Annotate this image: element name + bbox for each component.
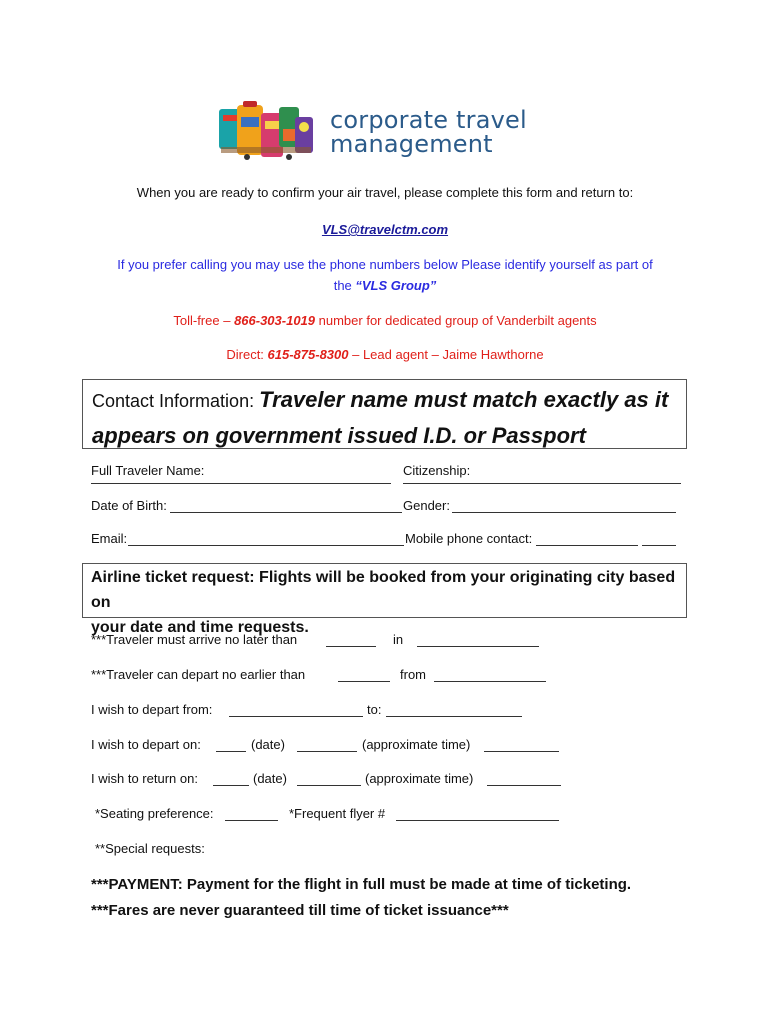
traveler-name-note-line2: appears on government issued I.D. or Passport	[92, 423, 586, 448]
return-approx-time-field[interactable]	[487, 785, 561, 786]
to-label: to:	[367, 702, 382, 717]
direct-line	[0, 347, 770, 362]
citizenship-field[interactable]	[403, 483, 681, 484]
return-date-field[interactable]	[297, 785, 361, 786]
return-date-label: (date)	[253, 771, 287, 786]
frequent-flyer-label: *Frequent flyer #	[289, 806, 386, 821]
contact-info-label: Contact Information:	[92, 391, 260, 411]
calling-instructions-line1: If you prefer calling you may use the phone numbers below Please identify yourself as part of	[117, 257, 653, 272]
mobile-field-ext[interactable]	[642, 545, 676, 546]
mobile-field[interactable]	[536, 545, 638, 546]
arrive-time-field[interactable]	[326, 646, 376, 647]
mobile-label: Mobile phone contact:	[405, 531, 533, 546]
wish-return-on-label: I wish to return on:	[91, 771, 198, 786]
fares-note: ***Fares are never guaranteed till time of ticket issuance***	[91, 902, 509, 919]
gender-label: Gender:	[403, 498, 450, 513]
tollfree-number: 866-303-1019	[234, 313, 316, 328]
return-approx-time-label: (approximate time)	[365, 771, 474, 786]
seating-preference-field[interactable]	[225, 820, 278, 821]
contact-info-heading	[92, 383, 682, 455]
airline-heading-line1: Airline ticket request: Flights will be booked from your originating city based on	[91, 569, 676, 611]
wish-depart-from-label: I wish to depart from:	[91, 702, 213, 717]
depart-date-field[interactable]	[297, 751, 357, 752]
gender-field[interactable]	[452, 512, 676, 513]
full-name-label: Full Traveler Name:	[91, 463, 205, 478]
contact-email-link[interactable]: VLS@travelctm.com	[321, 222, 449, 237]
direct-number: 615-875-8300	[267, 347, 349, 362]
payment-note: ***PAYMENT: Payment for the flight in full must be made at time of ticketing.	[91, 876, 632, 893]
vls-group-label: “VLS Group”	[355, 278, 437, 293]
airline-request-heading	[91, 565, 681, 640]
arrive-city-field[interactable]	[417, 646, 539, 647]
depart-from-label: from	[400, 667, 426, 682]
depart-approx-time-label: (approximate time)	[362, 737, 471, 752]
depart-from-city-field[interactable]	[434, 681, 546, 682]
traveler-name-note-line1: Traveler name must match exactly as it	[259, 387, 669, 412]
email-field[interactable]	[128, 545, 404, 546]
direct-prefix: Direct:	[226, 347, 268, 362]
email-label: Email:	[91, 531, 128, 546]
dob-field[interactable]	[170, 512, 402, 513]
citizenship-label: Citizenship:	[403, 463, 471, 478]
tollfree-prefix: Toll-free –	[173, 313, 235, 328]
arrive-in-label: in	[393, 632, 404, 647]
seating-preference-label: *Seating preference:	[95, 806, 214, 821]
airline-heading-line2: your date and time requests.	[91, 619, 309, 636]
origin-city-field[interactable]	[229, 716, 363, 717]
depart-approx-time-field[interactable]	[484, 751, 559, 752]
calling-prefix: the	[333, 278, 356, 293]
frequent-flyer-field[interactable]	[396, 820, 559, 821]
tollfree-line	[0, 313, 770, 328]
depart-day-field[interactable]	[216, 751, 246, 752]
wish-depart-on-label: I wish to depart on:	[91, 737, 201, 752]
destination-city-field[interactable]	[386, 716, 522, 717]
calling-instructions-line2	[0, 278, 770, 293]
intro-text: When you are ready to confirm your air travel, please complete this form and return to:	[136, 185, 634, 200]
tollfree-suffix: number for dedicated group of Vanderbilt agents	[315, 313, 597, 328]
special-requests-label: **Special requests:	[95, 841, 205, 856]
brand-name-line2: management	[330, 130, 493, 158]
depart-earliest-label: ***Traveler can depart no earlier than	[91, 667, 306, 682]
dob-label: Date of Birth:	[91, 498, 167, 513]
luggage-collage-logo-icon	[217, 99, 317, 161]
full-name-field[interactable]	[91, 483, 391, 484]
arrive-label: ***Traveler must arrive no later than	[91, 632, 298, 647]
depart-date-label: (date)	[251, 737, 285, 752]
direct-suffix: – Lead agent – Jaime Hawthorne	[348, 347, 544, 362]
depart-earliest-time-field[interactable]	[338, 681, 390, 682]
brand-name-line1: corporate travel	[330, 106, 527, 134]
return-day-field[interactable]	[213, 785, 249, 786]
